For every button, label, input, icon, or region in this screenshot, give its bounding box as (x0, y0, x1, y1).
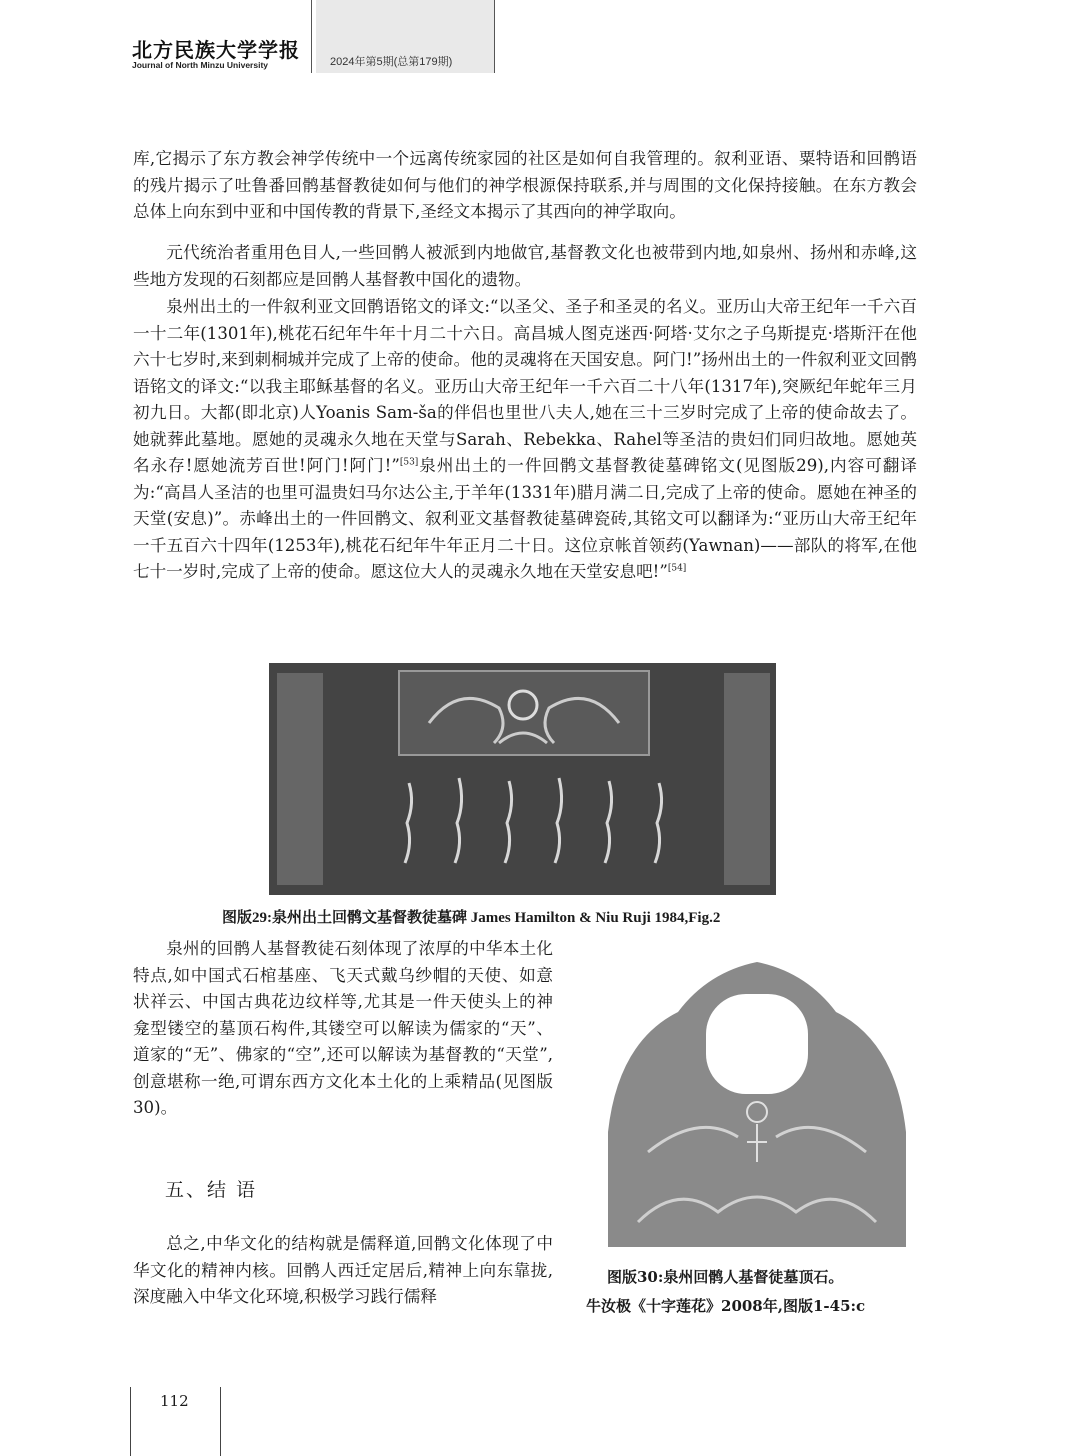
paragraph-4: 泉州的回鹘人基督教徒石刻体现了浓厚的中华本土化特点,如中国式石棺基座、飞天式戴乌纱帽的天使、如意状祥云、中国古典花边纹样等,尤其是一件天使头上的神龛型镂空的墓顶石构件,其镂空可以解读为儒家的“天”、道家的“无”、佛家的“空”,还可以解读为基督教的“天堂”,创意堪称一绝,可谓东西方文化本土化的上乘精品(见图版30)。 (133, 939, 553, 1117)
footnote-ref-54[interactable]: [54] (667, 563, 687, 574)
journal-title-en: Journal of North Minzu University (132, 60, 269, 70)
journal-title-cn: 北方民族大学学报 (132, 38, 300, 62)
figure-30-image (598, 962, 916, 1252)
tomb-top-stone-image (598, 962, 916, 1252)
figure-30-caption-line-2: 牛汝极《十字莲花》2008年,图版1-45:c (586, 1297, 866, 1315)
page-number: 112 (160, 1392, 189, 1410)
paragraph-3-text-a: 泉州出土的一件叙利亚文回鹘语铭文的译文:“以圣父、圣子和圣灵的名义。亚历山大帝王纪年一千六百一十二年(1301年),桃花石纪年牛年十月二十六日。高昌城人图克迷西·阿塔·艾尔之子乌斯提克·塔斯汗在他六十七岁时,来到刺桐城并完成了上帝的使命。他的灵魂将在天国安息。阿门!”扬州出土的一件叙利亚文回鹘语铭文的译文:“以我主耶稣基督的名义。亚历山大帝王纪年一千六百二十八年(1317年),突厥纪年蛇年三月初九日。大都(即北京)人Yoanis Sam-ša的伴侣也里世八夫人,她在三十三岁时完成了上帝的使命故去了。她就葬此墓地。愿她的灵魂永久地在天堂与Sarah、Rebekka、Rahel等圣洁的贵妇们同归故地。愿她英名永存!愿她流芳百世!阿门!阿门!” (133, 297, 917, 475)
figure-30-caption-line-1: 图版30:泉州回鹘人基督徒墓顶石。 (607, 1268, 844, 1286)
paragraph-1: 库,它揭示了东方教会神学传统中一个远离传统家园的社区是如何自我管理的。叙利亚语、粟特语和回鹘语的残片揭示了吐鲁番回鹘基督教徒如何与他们的神学根源保持联系,并与周围的文化保持接触。在东方教会总体上向东到中亚和中国传教的背景下,圣经文本揭示了其西向的神学取向。 (133, 149, 917, 221)
section-heading: 五、结 语 (165, 1179, 258, 1201)
paragraph-3-text-b: 泉州出土的一件回鹘文基督教徒墓碑铭文(见图版29),内容可翻译为:“高昌人圣洁的也里可温贵妇马尔达公主,于羊年(1331年)腊月满二日,完成了上帝的使命。愿她在神圣的天堂(安息)”。赤峰出土的一件回鹘文、叙利亚文基督教徒墓碑瓷砖,其铭文可以翻译为:“亚历山大帝王纪年一千五百六十四年(1253年),桃花石纪年牛年正月二十日。这位京帐首领药(Yawnan)——部队的将军,在他七十一岁时,完成了上帝的使命。愿这位大人的灵魂永久地在天堂安息吧!” (133, 456, 917, 581)
page-header (0, 0, 1080, 75)
issue-info: 2024年第5期(总第179期) (330, 56, 453, 68)
footer-rule-right (220, 1387, 221, 1456)
paragraph-5: 总之,中华文化的结构就是儒释道,回鹘文化体现了中华文化的精神内核。回鹘人西迁定居后,精神上向东靠拢,深度融入中华文化环境,积极学习践行儒释 (133, 1234, 553, 1306)
paragraph-3 (133, 294, 917, 586)
issue-box (316, 0, 495, 73)
journal-masthead (128, 0, 312, 73)
figure-29-caption: 图版29:泉州出土回鹘文基督教徒墓碑 James Hamilton & Niu Ruji 1984,Fig.2 (222, 910, 721, 926)
paragraph-2: 元代统治者重用色目人,一些回鹘人被派到内地做官,基督教文化也被带到内地,如泉州、扬州和赤峰,这些地方发现的石刻都应是回鹘人基督教中国化的遗物。 (133, 243, 917, 289)
tombstone-image (269, 663, 776, 895)
footer-rule-left (130, 1387, 131, 1456)
figure-29-image (269, 663, 776, 895)
footnote-ref-53[interactable]: [53] (399, 457, 419, 468)
